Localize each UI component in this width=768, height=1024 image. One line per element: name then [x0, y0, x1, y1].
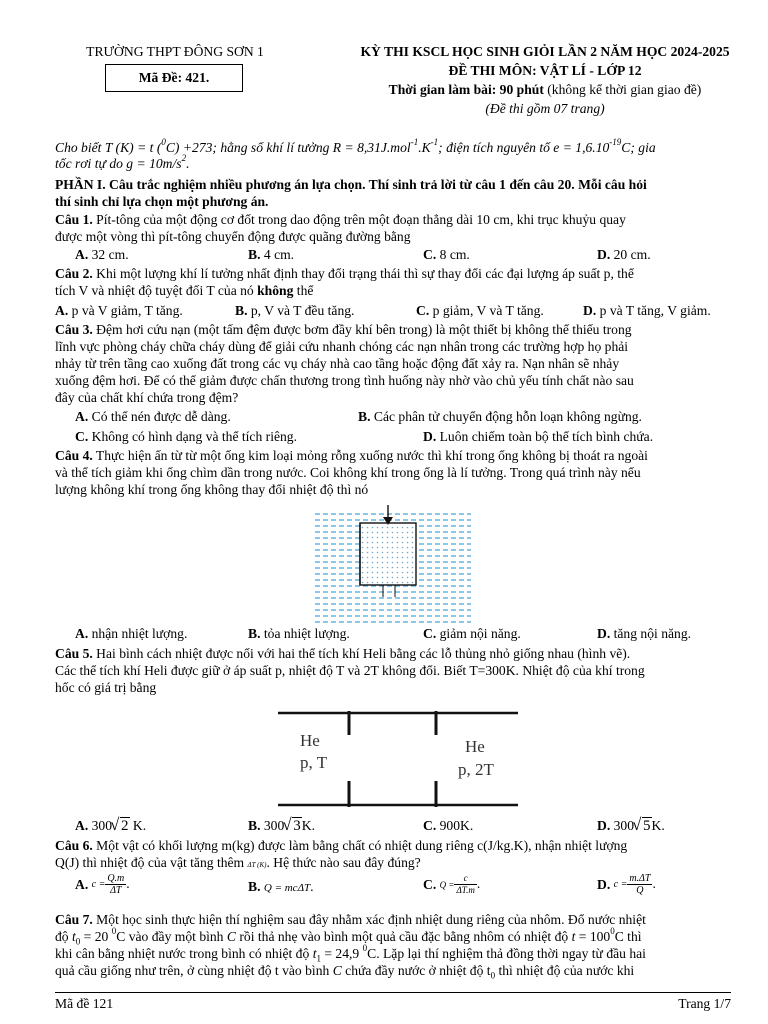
- option-text: 300: [91, 818, 113, 833]
- exam-title: KỲ THI KSCL HỌC SINH GIỎI LẦN 2 NĂM HỌC 2024-2025: [360, 44, 730, 59]
- option-label: D.: [597, 876, 611, 892]
- q2-option-d[interactable]: [583, 303, 711, 319]
- q2-option-b[interactable]: [235, 303, 354, 319]
- option-label: C.: [423, 876, 437, 892]
- right-gas-label: He: [465, 737, 485, 756]
- q5-line-2: Các thể tích khí Heli được giữ ở áp suất p, nhiệt độ T và 2T không đổi. Biết T=300K. Nhiệt độ của khí trong: [55, 663, 645, 678]
- delta-t-small: ΔT (K): [247, 861, 267, 869]
- option-label: C.: [423, 818, 437, 833]
- option-label: D.: [597, 818, 611, 833]
- q3-line-2: lĩnh vực phòng cháy chữa cháy dùng để giải cứu nhanh chóng các nạn nhân trong các trường hợp họ phải: [55, 339, 629, 354]
- left-gas-state: p, T: [300, 753, 328, 772]
- q5-option-b[interactable]: [248, 818, 315, 834]
- given-constants-line-2: tốc rơi tự do $g = 10m/s^2$.: [55, 153, 190, 171]
- formula-lhs: c =: [613, 878, 628, 890]
- q4-number: Câu 4.: [55, 448, 93, 463]
- q5-line-3: hốc có giá trị bằng: [55, 680, 157, 695]
- option-label: B.: [248, 247, 261, 262]
- q2-text-2a: tích V và nhiệt độ tuyệt đối T của nó: [55, 283, 258, 298]
- q2-option-a[interactable]: [55, 303, 183, 319]
- q5-text-1: Hai bình cách nhiệt được nối với hai thể tích khí Heli bằng các lỗ thủng nhỏ giống nhau (hình vẽ).: [92, 646, 631, 661]
- option-text: Không có hình dạng và thể tích riêng.: [91, 429, 297, 444]
- option-label: C.: [423, 626, 437, 641]
- option-text: p, V và T đều tăng.: [250, 303, 355, 318]
- option-text: tăng nội năng.: [613, 626, 692, 641]
- q1-text-1: Pít-tông của một động cơ đốt trong dao động trên một đoạn thẳng dài 10 cm, khi trục khuỷu quay: [92, 212, 626, 227]
- q3-line-5: đây của chất khí chứa trong đệm?: [55, 390, 239, 405]
- q1-option-a[interactable]: [75, 247, 129, 263]
- pages-note: (Đề thi gồm 07 trang): [485, 101, 605, 116]
- q5-line-1: [55, 646, 731, 662]
- formula-lhs: Q =: [439, 879, 455, 890]
- option-text: 300: [613, 818, 635, 833]
- tube-gas: [360, 523, 416, 585]
- option-label: A.: [75, 626, 89, 641]
- right-gas-state: p, 2T: [458, 760, 494, 779]
- formula: Q = mcΔT: [263, 882, 311, 894]
- exam-time: [320, 82, 768, 98]
- sqrt-icon: √ 5: [634, 818, 652, 834]
- q6-text-1: Một vật có khối lượng m(kg) được làm bằng chất có nhiệt dung riêng c(J/kg.K), nhận nhiệt lượng: [92, 838, 628, 853]
- formula-fraction: $\frac{c}{\Delta T.m}$: [456, 873, 475, 896]
- part1-heading-line-1: PHẦN I. Câu trắc nghiệm nhiều phương án lựa chọn. Thí sinh trả lời từ câu 1 đến câu 20. Mỗi câu hỏi: [55, 177, 647, 192]
- option-text: 4 cm.: [263, 247, 295, 262]
- q7-text-1: Một học sinh thực hiện thí nghiệm sau đây nhằm xác định nhiệt dung riêng của nhôm. Đổ nước nhiệt: [92, 912, 646, 927]
- option-unit: K.: [301, 818, 315, 833]
- option-text: nhận nhiệt lượng.: [91, 626, 188, 641]
- sqrt-icon: √ 3: [284, 818, 302, 834]
- q1-line-1: [55, 212, 731, 228]
- q5-option-d[interactable]: [597, 818, 665, 834]
- q1-line-2: được một vòng thì pít-tông chuyển động được quãng đường bằng: [55, 229, 411, 244]
- q4-line-1: [55, 448, 731, 464]
- q6-text-2b: . Hệ thức nào sau đây đúng?: [266, 855, 421, 870]
- exam-code-box: Mã Đề: 421.: [105, 64, 243, 92]
- q5-option-a[interactable]: [75, 818, 146, 834]
- sqrt-icon: √ 2: [112, 818, 130, 834]
- option-label: B.: [235, 303, 248, 318]
- option-text: p giảm, V và T tăng.: [432, 303, 544, 318]
- option-text: 32 cm.: [91, 247, 129, 262]
- option-label: A.: [75, 409, 89, 424]
- q6-line-1: [55, 838, 731, 854]
- q6-option-b[interactable]: B. Q = mcΔT.: [248, 879, 314, 894]
- q7-line-4: quả cầu giống như trên, ở cùng nhiệt độ t vào bình C chứa đầy nước ở nhiệt độ $t_0$ thì nhiệt độ của nước khi: [55, 963, 635, 981]
- option-label: A.: [75, 876, 89, 892]
- q3-line-1: [55, 322, 731, 338]
- q2-text-1: Khi một lượng khí lí tưởng nhất định thay đổi trạng thái thì sự thay đổi các đại lượng áp suất p, thể: [92, 266, 634, 281]
- q2-text-2c: thể: [293, 283, 314, 298]
- q4-line-3: lượng không khí trong ống không thay đổi nhiệt độ thì nó: [55, 482, 369, 497]
- q1-option-d[interactable]: [597, 247, 651, 263]
- q1-option-c[interactable]: [423, 247, 470, 263]
- option-text: 8 cm.: [439, 247, 470, 262]
- q4-option-b[interactable]: [248, 626, 350, 642]
- option-text: giảm nội năng.: [439, 626, 521, 641]
- option-text: 900K.: [439, 818, 474, 833]
- q7-line-2: độ $t_0 = 20$ $^0$C vào đầy một bình C rồi thả nhẹ vào bình một quả cầu đặc bằng nhôm có nhiệt độ $t = 100^0C$ thì: [55, 926, 642, 947]
- q6-number: Câu 6.: [55, 838, 93, 853]
- q6-line-2: [55, 855, 731, 873]
- q4-line-2: và thể tích giảm khi ống chìm dần trong nước. Coi không khí trong ống là lí tưởng. Trong quá trình này nếu: [55, 465, 641, 480]
- option-label: D.: [597, 247, 611, 262]
- q7-number: Câu 7.: [55, 912, 93, 927]
- q3-option-c[interactable]: [75, 429, 297, 445]
- q1-number: Câu 1.: [55, 212, 93, 227]
- option-unit: K.: [132, 818, 147, 833]
- option-text: Luôn chiếm toàn bộ thể tích bình chứa.: [439, 429, 654, 444]
- footer-rule: [55, 992, 731, 993]
- option-label: D.: [583, 303, 597, 318]
- q4-text-1: Thực hiện ấn từ từ một ống kim loại mỏng rỗng xuống nước thì khí trong ống không bị thoát ra ngoài: [92, 448, 648, 463]
- q7-line-1: [55, 912, 731, 928]
- option-unit: K.: [651, 818, 665, 833]
- q7-line-3: khi cân bằng nhiệt nước trong bình có nhiệt độ $t_1 = 24,9$ $^0$C. Lặp lại thí nghiệm thả đồng thời ngay từ đầu hai: [55, 943, 646, 964]
- left-gas-label: He: [300, 731, 320, 750]
- option-label: B.: [248, 818, 261, 833]
- q2-option-c[interactable]: [416, 303, 544, 319]
- option-label: D.: [423, 429, 437, 444]
- q4-option-a[interactable]: [75, 626, 187, 642]
- q2-line-2: [55, 283, 731, 299]
- option-label: A.: [55, 303, 69, 318]
- q3-line-3: nhảy từ trên tầng cao xuống đất trong các vụ cháy nhà cao tầng hoặc động đất xảy ra. Nạn nhân sẽ nhảy: [55, 356, 620, 371]
- q2-line-1: [55, 266, 731, 282]
- q6-text-2a: Q(J) thì nhiệt độ của vật tăng thêm: [55, 855, 248, 870]
- q3-option-b[interactable]: [358, 409, 642, 425]
- q4-option-c[interactable]: [423, 626, 521, 642]
- formula-lhs: c =: [91, 878, 106, 890]
- q3-number: Câu 3.: [55, 322, 93, 337]
- q5-number: Câu 5.: [55, 646, 93, 661]
- option-text: tỏa nhiệt lượng.: [263, 626, 350, 641]
- school-name: TRƯỜNG THPT ĐÔNG SƠN 1: [86, 44, 264, 59]
- q6-option-a[interactable]: A. c = $\frac{Q.m}{\Delta T}$ .: [75, 873, 130, 897]
- time-bold: Thời gian làm bài: 90 phút: [388, 82, 544, 97]
- option-text: 300: [263, 818, 285, 833]
- q3-line-4: xuống đệm hơi. Để có thể giảm được chấn thương trong tình huống này nhờ vào chủ yếu tính chất nào sau: [55, 373, 634, 388]
- option-label: B.: [248, 626, 261, 641]
- footer-exam-code: Mã đề 121: [55, 996, 114, 1011]
- option-label: B.: [358, 409, 371, 424]
- given-constants-line-1: Cho biết T (K) = t ($^0$C) +273; hằng số khí lí tưởng $R = 8,31J.mol^{-1}.K^{-1}$; điện tích nguyên tố $e = 1,6.10^{-19}C$; gia: [55, 137, 656, 155]
- q2-emphasis: không: [257, 283, 294, 298]
- option-label: C.: [423, 247, 437, 262]
- option-text: p và V giảm, T tăng.: [71, 303, 183, 318]
- formula-fraction: $\frac{m.\Delta T}{Q}$: [629, 873, 651, 897]
- q3-text-1: Đệm hơi cứu nạn (một tấm đệm được bơm đầy khí bên trong) là một thiết bị không thể thiếu trong: [92, 322, 632, 337]
- option-label: A.: [75, 818, 89, 833]
- footer-page-number: Trang 1/7: [678, 996, 731, 1011]
- option-text: p và T tăng, V giảm.: [599, 303, 711, 318]
- option-text: Các phân tử chuyển động hỗn loạn không ngừng.: [373, 409, 642, 424]
- option-text: Có thể nén được dễ dàng.: [91, 409, 231, 424]
- q1-option-b[interactable]: [248, 247, 294, 263]
- q6-option-c[interactable]: C. Q = $\frac{c}{\Delta T.m}$ .: [423, 873, 481, 896]
- option-label: C.: [416, 303, 430, 318]
- option-label: B.: [248, 879, 261, 894]
- submerged-tube-figure: [315, 505, 471, 623]
- option-text: 20 cm.: [613, 247, 651, 262]
- q3-option-a[interactable]: [75, 409, 231, 425]
- formula-fraction: $\frac{Q.m}{\Delta T}$: [107, 873, 125, 897]
- option-label: A.: [75, 247, 89, 262]
- q2-number: Câu 2.: [55, 266, 93, 281]
- q3-option-d[interactable]: [423, 429, 653, 445]
- option-label: D.: [597, 626, 611, 641]
- q5-option-c[interactable]: [423, 818, 473, 834]
- time-note: (không kể thời gian giao đề): [547, 82, 702, 97]
- q4-option-d[interactable]: [597, 626, 691, 642]
- q6-option-d[interactable]: D. c = $\frac{m.\Delta T}{Q}$ .: [597, 873, 656, 897]
- option-label: C.: [75, 429, 89, 444]
- exam-subject: ĐỀ THI MÔN: VẬT LÍ - LỚP 12: [448, 63, 642, 78]
- part1-heading-line-2: thí sinh chỉ lựa chọn một phương án.: [55, 194, 269, 209]
